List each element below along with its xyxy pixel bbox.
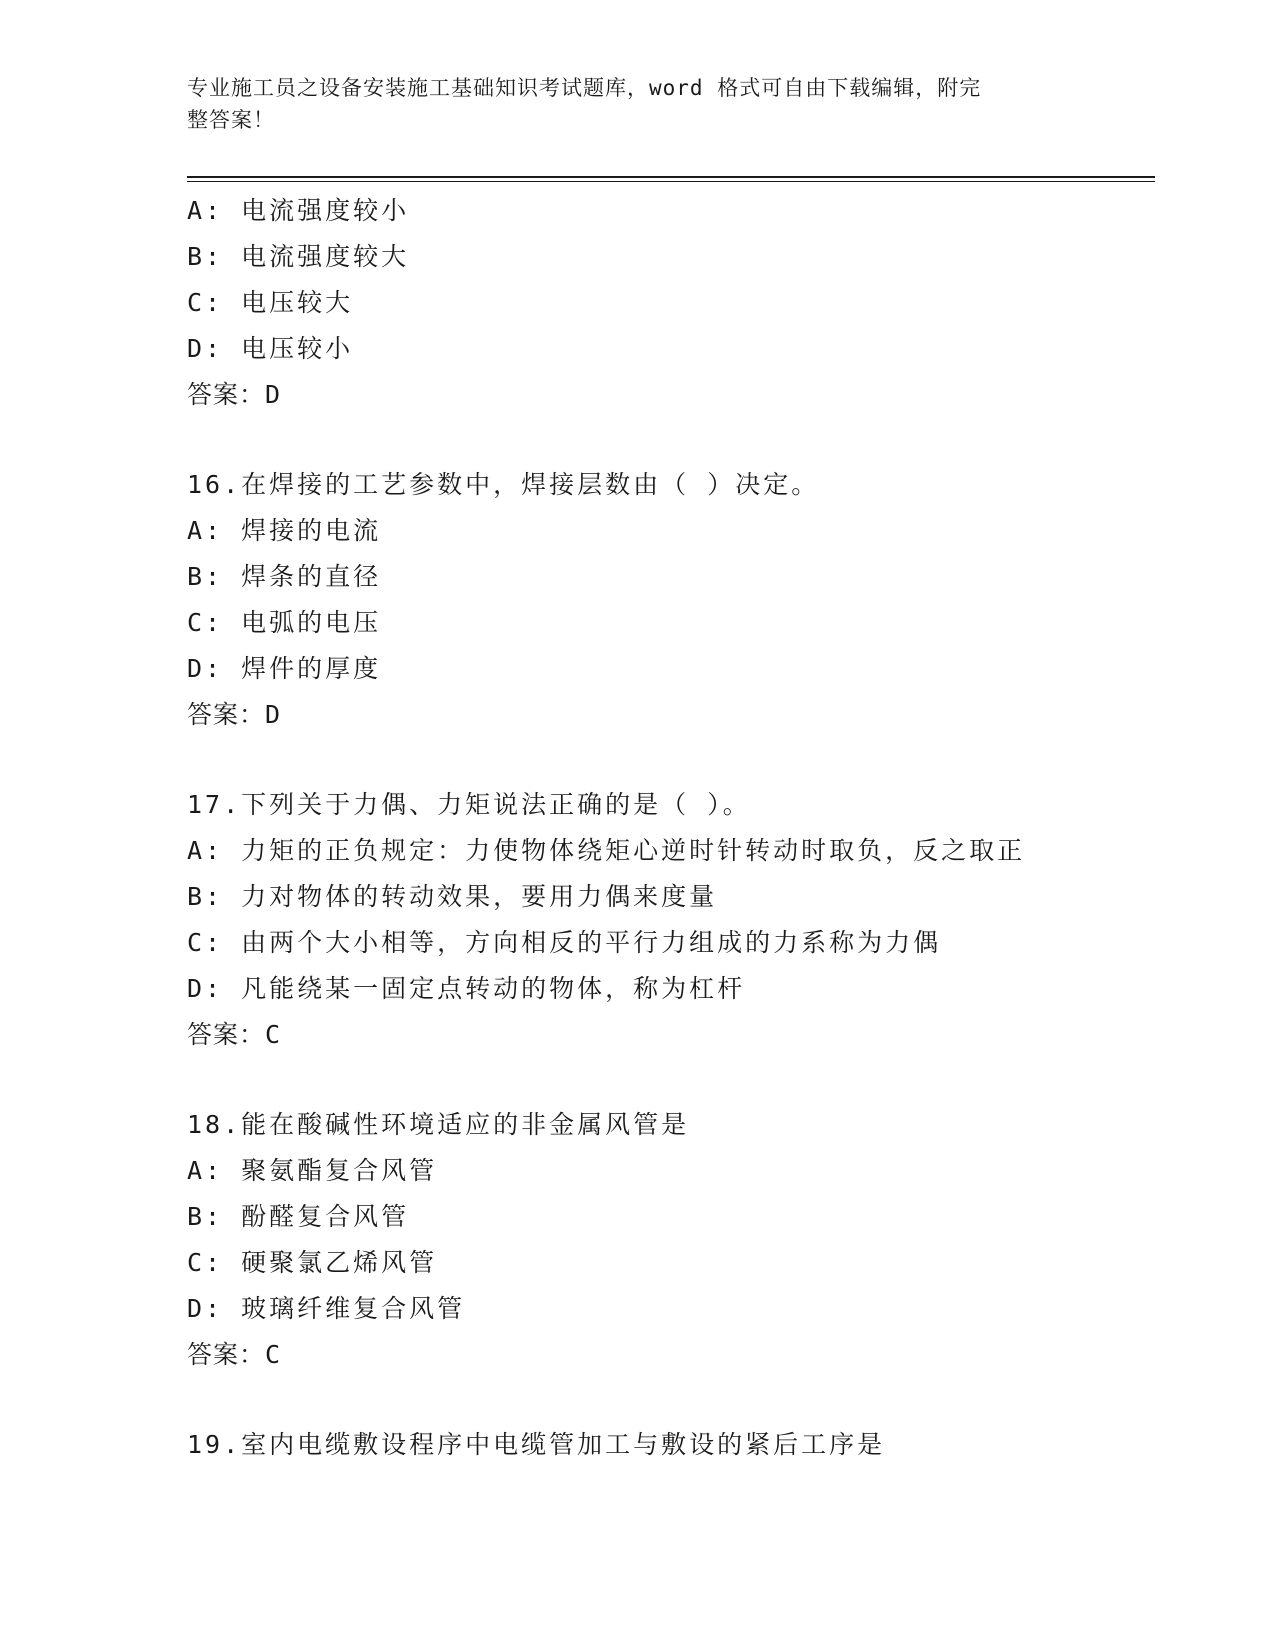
- option-b: B: 力对物体的转动效果，要用力偶来度量: [187, 882, 718, 911]
- question-19-block: [187, 1422, 1147, 1468]
- question-text: 16.在焊接的工艺参数中，焊接层数由（ ）决定。: [187, 470, 820, 499]
- answer-label: 答案：: [187, 700, 266, 729]
- document-header: [187, 72, 1087, 136]
- header-line-1: 专业施工员之设备安装施工基础知识考试题库，word 格式可自由下载编辑，附完: [187, 76, 982, 100]
- header-divider-thin: [187, 181, 1155, 182]
- answer-line: [187, 1012, 1147, 1058]
- question-text: 18.能在酸碱性环境适应的非金属风管是: [187, 1110, 690, 1139]
- answer-value: C: [265, 1020, 282, 1049]
- question-18-block: [187, 1102, 1147, 1378]
- answer-value: C: [265, 1340, 282, 1369]
- option-c: C: 电压较大: [187, 288, 354, 317]
- spacer: [187, 1378, 1147, 1422]
- answer-label: 答案：: [187, 380, 266, 409]
- option-b: B: 电流强度较大: [187, 242, 410, 271]
- answer-label: 答案：: [187, 1340, 266, 1369]
- option-b: B: 焊条的直径: [187, 562, 382, 591]
- header-divider-thick: [187, 176, 1155, 178]
- option-c: C: 电弧的电压: [187, 608, 382, 637]
- answer-line: [187, 692, 1147, 738]
- option-d: D: 凡能绕某一固定点转动的物体，称为杠杆: [187, 974, 746, 1003]
- option-b: B: 酚醛复合风管: [187, 1202, 410, 1231]
- question-text: 19.室内电缆敷设程序中电缆管加工与敷设的紧后工序是: [187, 1430, 886, 1459]
- answer-line: [187, 372, 1147, 418]
- question-list: [187, 188, 1147, 1468]
- option-a: A: 电流强度较小: [187, 196, 410, 225]
- question-15-block: [187, 188, 1147, 418]
- question-text: 17.下列关于力偶、力矩说法正确的是（ ）。: [187, 790, 751, 819]
- spacer: [187, 1058, 1147, 1102]
- answer-value: D: [265, 380, 282, 409]
- spacer: [187, 418, 1147, 462]
- option-d: D: 玻璃纤维复合风管: [187, 1294, 466, 1323]
- answer-value: D: [265, 700, 282, 729]
- option-d: D: 电压较小: [187, 334, 354, 363]
- spacer: [187, 738, 1147, 782]
- option-c: C: 由两个大小相等，方向相反的平行力组成的力系称为力偶: [187, 928, 942, 957]
- option-a: A: 焊接的电流: [187, 516, 382, 545]
- header-line-2: 整答案！: [187, 108, 275, 132]
- answer-label: 答案：: [187, 1020, 266, 1049]
- question-17-block: [187, 782, 1147, 1058]
- option-a: A: 力矩的正负规定：力使物体绕矩心逆时针转动时取负，反之取正: [187, 836, 1026, 865]
- option-d: D: 焊件的厚度: [187, 654, 382, 683]
- option-c: C: 硬聚氯乙烯风管: [187, 1248, 438, 1277]
- option-a: A: 聚氨酯复合风管: [187, 1156, 438, 1185]
- answer-line: [187, 1332, 1147, 1378]
- question-16-block: [187, 462, 1147, 738]
